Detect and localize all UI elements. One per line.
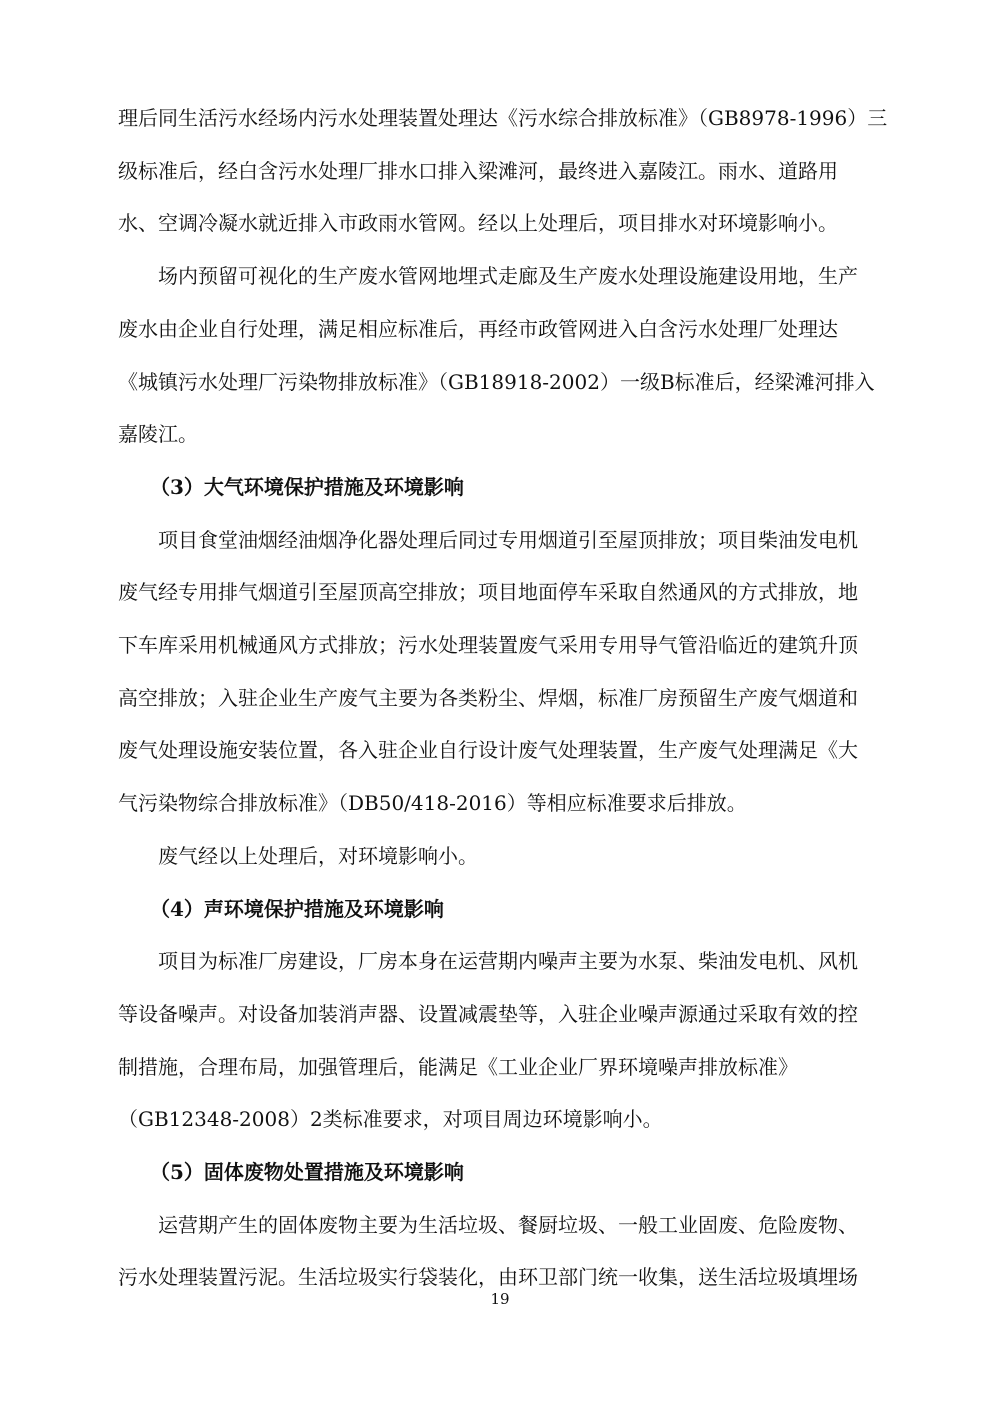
text-line: 废气经专用排气烟道引至屋顶高空排放；项目地面停车采取自然通风的方式排放，地 — [118, 580, 858, 605]
text-line: 级标准后，经白含污水处理厂排水口排入梁滩河，最终进入嘉陵江。雨水、道路用 — [118, 158, 838, 183]
section-heading: （3）大气环境保护措施及环境影响 — [150, 474, 464, 499]
text-line: 运营期产生的固体废物主要为生活垃圾、餐厨垃圾、一般工业固废、危险废物、 — [158, 1212, 858, 1237]
text-line: 污水处理装置污泥。生活垃圾实行袋装化，由环卫部门统一收集，送生活垃圾填埋场 — [118, 1265, 858, 1290]
text-line: 场内预留可视化的生产废水管网地埋式走廊及生产废水处理设施建设用地，生产 — [158, 264, 858, 289]
section-heading: （4）声环境保护措施及环境影响 — [150, 896, 444, 921]
text-line: 等设备噪声。对设备加装消声器、设置减震垫等，入驻企业噪声源通过采取有效的控 — [118, 1001, 858, 1026]
text-line: 高空排放；入驻企业生产废气主要为各类粉尘、焊烟，标准厂房预留生产废气烟道和 — [118, 685, 858, 710]
text-line: 下车库采用机械通风方式排放；污水处理装置废气采用专用导气管沿临近的建筑升顶 — [118, 633, 858, 657]
text-line: 废水由企业自行处理，满足相应标准后，再经市政管网进入白含污水处理厂处理达 — [118, 316, 838, 341]
text-line: 废气经以上处理后，对环境影响小。 — [158, 843, 478, 868]
text-line: 《城镇污水处理厂污染物排放标准》（GB18918-2002）一级B标准后，经梁滩河排入 — [118, 369, 875, 394]
text-line: 气污染物综合排放标准》（DB50/418-2016）等相应标准要求后排放。 — [118, 791, 747, 816]
text-line: 理后同生活污水经场内污水处理装置处理达《污水综合排放标准》（GB8978-1996）三 — [118, 106, 888, 130]
text-line: 嘉陵江。 — [118, 422, 198, 447]
section-heading: （5）固体废物处置措施及环境影响 — [150, 1160, 464, 1184]
text-line: 水、空调冷凝水就近排入市政雨水管网。经以上处理后，项目排水对环境影响小。 — [118, 211, 838, 236]
text-line: 项目食堂油烟经油烟净化器处理后同过专用烟道引至屋顶排放；项目柴油发电机 — [158, 527, 858, 552]
page-number: 19 — [490, 1290, 510, 1308]
text-line: 项目为标准厂房建设，厂房本身在运营期内噪声主要为水泵、柴油发电机、风机 — [158, 949, 858, 974]
text-line: （GB12348-2008）2类标准要求，对项目周边环境影响小。 — [118, 1107, 663, 1132]
text-line: 废气处理设施安装位置，各入驻企业自行设计废气处理装置，生产废气处理满足《大 — [118, 738, 858, 763]
text-line: 制措施，合理布局，加强管理后，能满足《工业企业厂界环境噪声排放标准》 — [118, 1054, 798, 1079]
